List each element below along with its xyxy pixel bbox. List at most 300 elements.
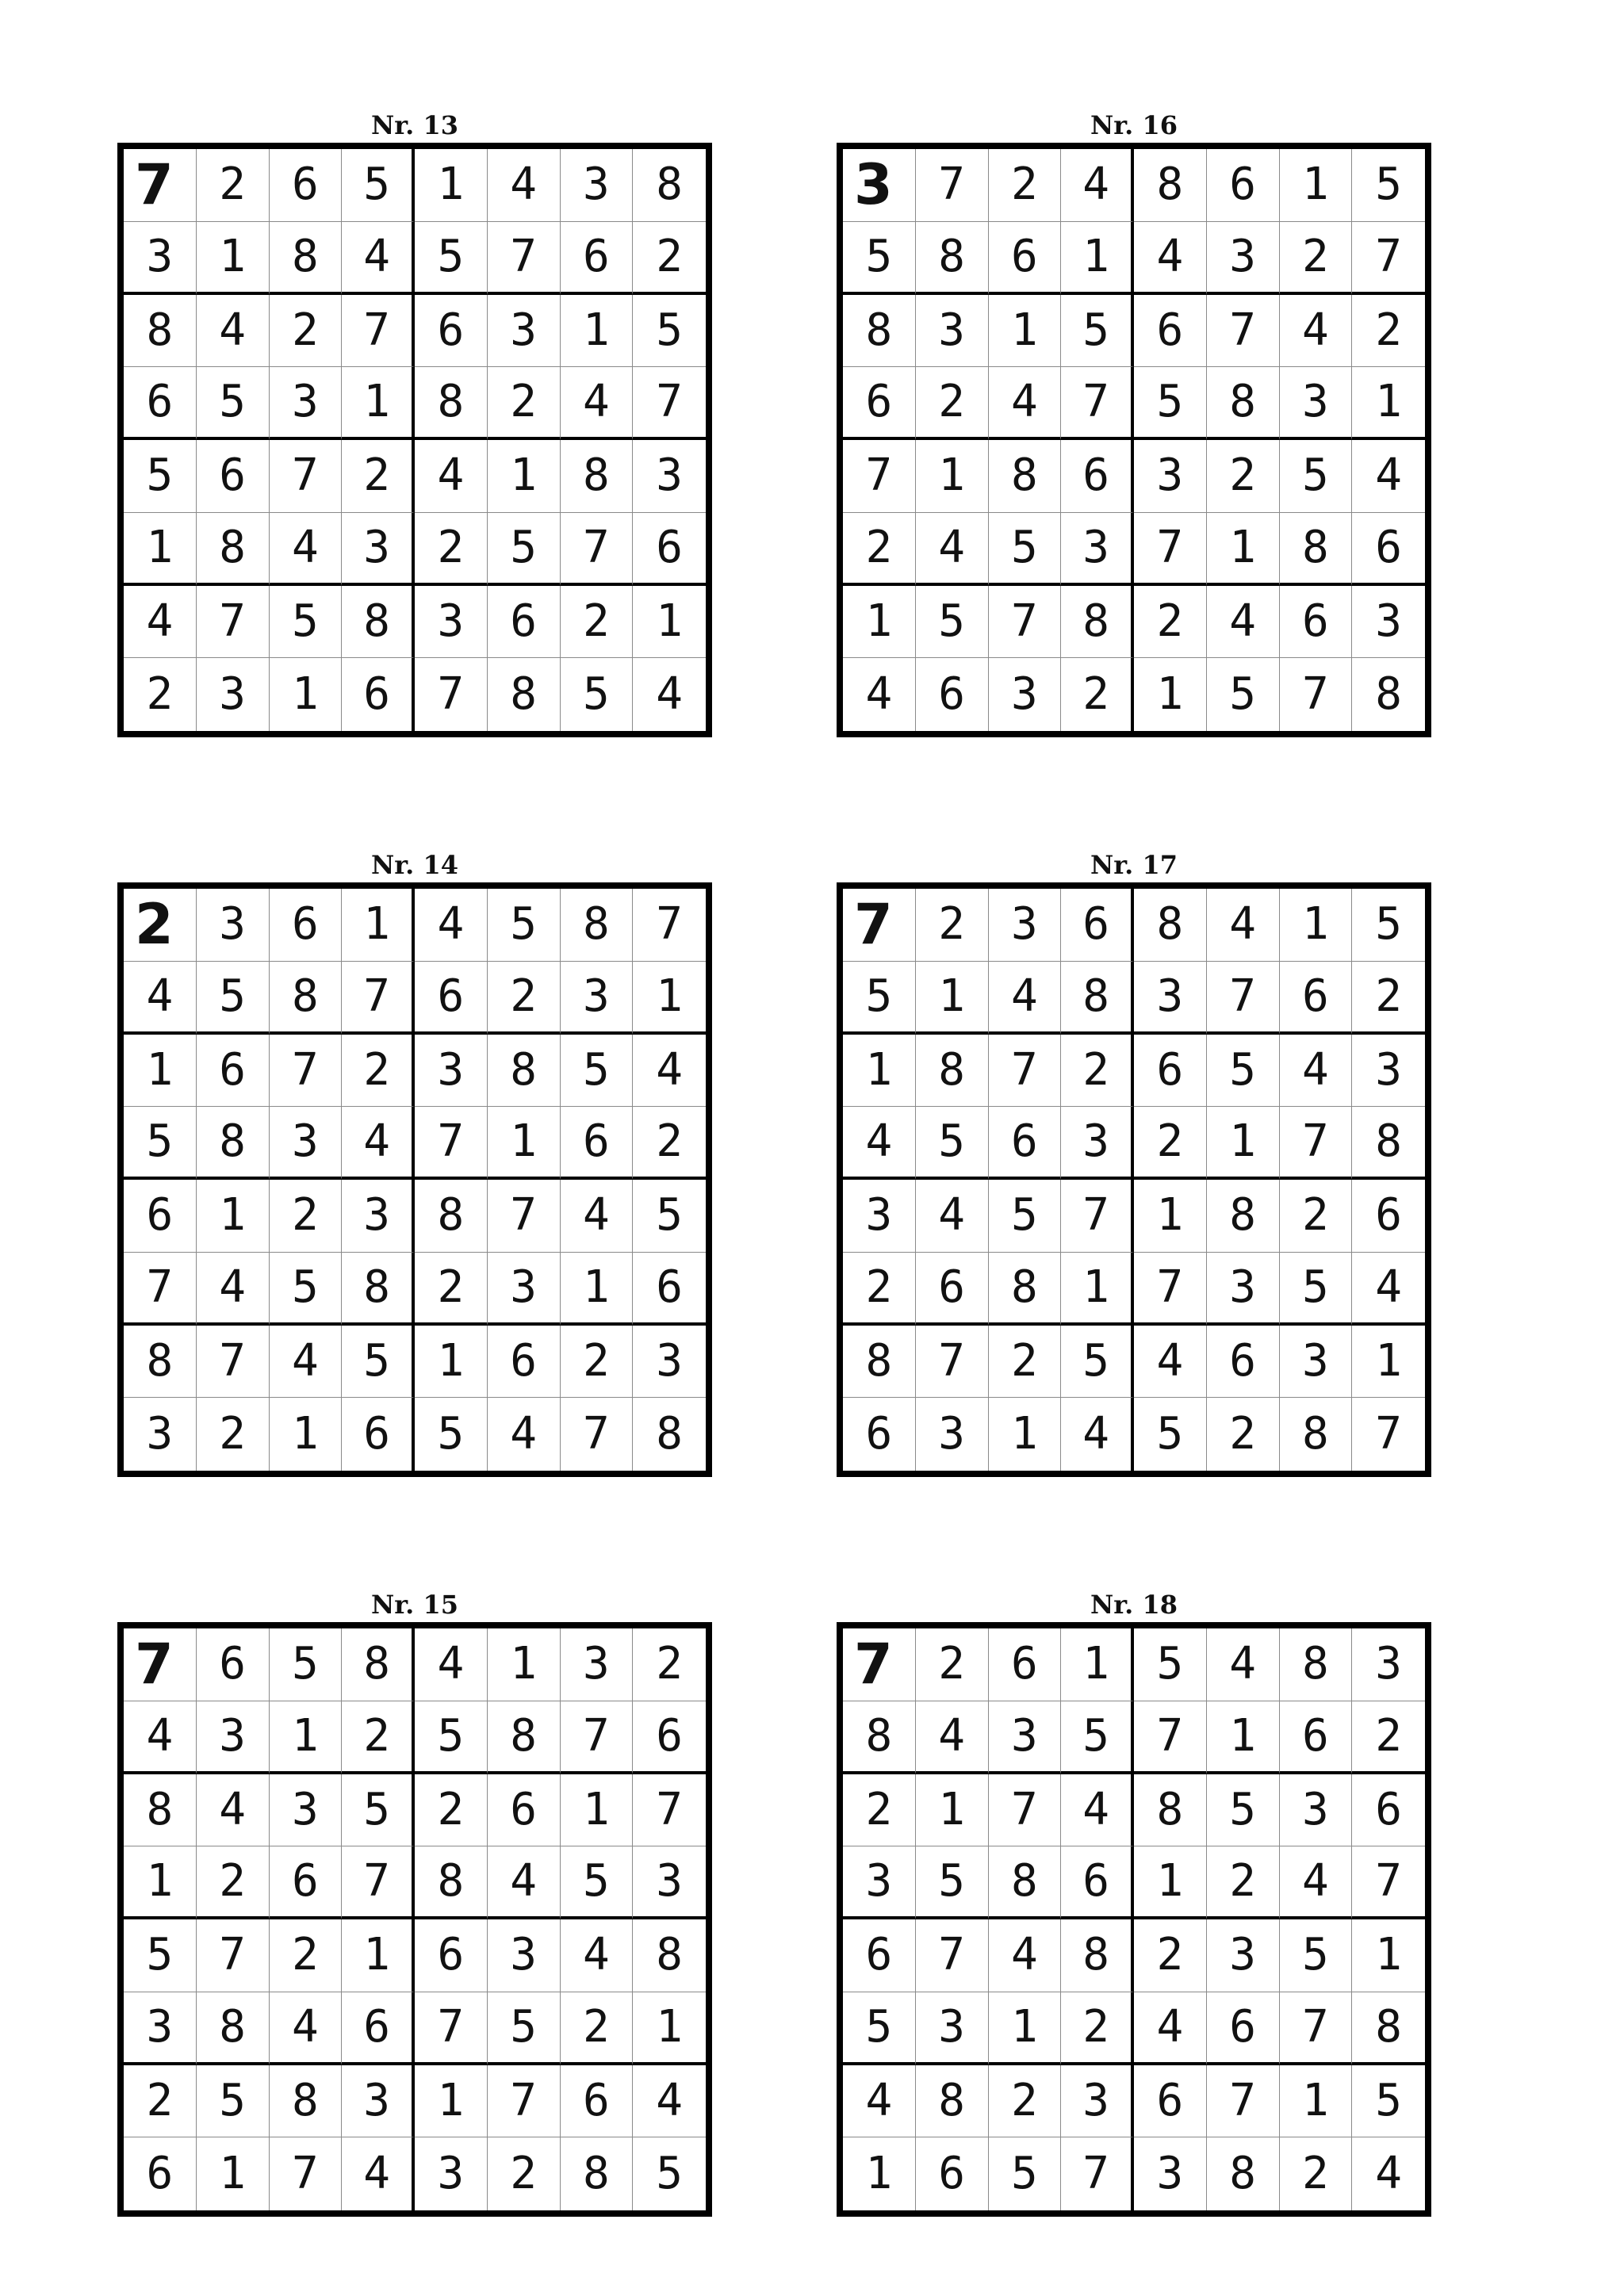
grid-cell: 6 bbox=[270, 149, 343, 222]
grid-cell: 7 bbox=[989, 1035, 1062, 1108]
grid-cell: 1 bbox=[270, 1701, 343, 1774]
puzzle-title: Nr. 13 bbox=[371, 110, 458, 140]
grid-cell: 7 bbox=[270, 2137, 343, 2210]
grid-cell: 8 bbox=[1207, 1180, 1280, 1253]
grid-cell: 7 bbox=[633, 889, 706, 962]
grid-cell: 8 bbox=[561, 440, 634, 513]
grid-cell: 3 bbox=[916, 1992, 989, 2065]
grid-cell: 3 bbox=[1207, 1919, 1280, 1992]
grid-cell: 8 bbox=[561, 2137, 634, 2210]
grid-cell: 3 bbox=[124, 1992, 197, 2065]
grid-cell: 4 bbox=[1207, 889, 1280, 962]
grid-cell: 2 bbox=[488, 2137, 561, 2210]
grid-cell: 3 bbox=[843, 149, 916, 222]
grid-cell: 1 bbox=[415, 149, 488, 222]
grid-cell: 2 bbox=[197, 149, 270, 222]
grid-cell: 1 bbox=[989, 1992, 1062, 2065]
grid-cell: 6 bbox=[1134, 1035, 1207, 1108]
grid-cell: 3 bbox=[843, 1180, 916, 1253]
grid-cell: 8 bbox=[1207, 2137, 1280, 2210]
grid-cell: 5 bbox=[342, 1326, 415, 1399]
grid-cell: 1 bbox=[1207, 1107, 1280, 1180]
grid-cell: 2 bbox=[989, 149, 1062, 222]
grid-cell: 5 bbox=[415, 1398, 488, 1471]
puzzle-title: Nr. 16 bbox=[1090, 110, 1178, 140]
grid-cell: 2 bbox=[270, 295, 343, 368]
grid-cell: 2 bbox=[415, 1253, 488, 1326]
grid-cell: 7 bbox=[916, 1326, 989, 1399]
grid-cell: 3 bbox=[1061, 2065, 1134, 2138]
grid-cell: 8 bbox=[989, 440, 1062, 513]
grid-cell: 6 bbox=[1061, 889, 1134, 962]
grid-cell: 4 bbox=[1280, 295, 1353, 368]
grid-cell: 2 bbox=[1061, 658, 1134, 731]
grid-cell: 8 bbox=[1134, 889, 1207, 962]
grid-cell: 2 bbox=[633, 1628, 706, 1701]
puzzle-title: Nr. 14 bbox=[371, 850, 458, 880]
grid-cell: 4 bbox=[843, 1107, 916, 1180]
grid-cell: 4 bbox=[1280, 1035, 1353, 1108]
grid-cell: 5 bbox=[1352, 149, 1425, 222]
grid-cell: 2 bbox=[633, 1107, 706, 1180]
grid-cell: 6 bbox=[916, 2137, 989, 2210]
grid-cell: 4 bbox=[989, 367, 1062, 440]
grid-cell: 7 bbox=[1207, 962, 1280, 1035]
grid-cell: 3 bbox=[1134, 440, 1207, 513]
grid-cell: 1 bbox=[1280, 149, 1353, 222]
grid-cell: 7 bbox=[1061, 367, 1134, 440]
grid-cell: 4 bbox=[989, 1919, 1062, 1992]
grid-cell: 7 bbox=[1134, 513, 1207, 586]
grid-cell: 4 bbox=[1134, 222, 1207, 295]
grid-cell: 3 bbox=[124, 222, 197, 295]
grid-cell: 8 bbox=[989, 1846, 1062, 1919]
grid-cell: 2 bbox=[561, 1326, 634, 1399]
grid-cell: 6 bbox=[916, 1253, 989, 1326]
grid-cell: 2 bbox=[488, 367, 561, 440]
grid-cell: 2 bbox=[561, 1992, 634, 2065]
grid-cell: 7 bbox=[633, 1774, 706, 1847]
grid-cell: 5 bbox=[488, 889, 561, 962]
grid-cell: 7 bbox=[124, 1628, 197, 1701]
grid-cell: 1 bbox=[1134, 1180, 1207, 1253]
grid-cell: 7 bbox=[270, 440, 343, 513]
grid-cell: 6 bbox=[843, 1398, 916, 1471]
grid-cell: 4 bbox=[843, 2065, 916, 2138]
grid-cell: 6 bbox=[197, 440, 270, 513]
grid-cell: 1 bbox=[270, 658, 343, 731]
grid-cell: 8 bbox=[843, 1326, 916, 1399]
grid-cell: 6 bbox=[1207, 149, 1280, 222]
grid-cell: 7 bbox=[1207, 2065, 1280, 2138]
grid-cell: 5 bbox=[989, 513, 1062, 586]
grid-cell: 5 bbox=[633, 1180, 706, 1253]
grid-cell: 3 bbox=[1207, 1253, 1280, 1326]
grid-cell: 7 bbox=[989, 1774, 1062, 1847]
grid-cell: 7 bbox=[989, 586, 1062, 659]
grid-cell: 7 bbox=[124, 1253, 197, 1326]
grid-cell: 1 bbox=[1061, 1628, 1134, 1701]
grid-cell: 4 bbox=[488, 1846, 561, 1919]
grid-cell: 4 bbox=[1280, 1846, 1353, 1919]
grid-cell: 5 bbox=[342, 1774, 415, 1847]
grid-cell: 2 bbox=[342, 1035, 415, 1108]
puzzle-nr-16 bbox=[837, 110, 1431, 737]
grid-cell: 6 bbox=[989, 1628, 1062, 1701]
grid-cell: 6 bbox=[989, 222, 1062, 295]
grid-cell: 7 bbox=[561, 513, 634, 586]
grid-cell: 5 bbox=[916, 1846, 989, 1919]
grid-cell: 3 bbox=[989, 1701, 1062, 1774]
sudoku-grid bbox=[837, 1622, 1431, 2217]
grid-cell: 3 bbox=[561, 149, 634, 222]
grid-cell: 1 bbox=[488, 1628, 561, 1701]
grid-cell: 1 bbox=[1134, 1846, 1207, 1919]
grid-cell: 1 bbox=[1207, 513, 1280, 586]
grid-cell: 4 bbox=[1352, 1253, 1425, 1326]
grid-cell: 1 bbox=[342, 367, 415, 440]
grid-cell: 3 bbox=[561, 1628, 634, 1701]
grid-cell: 1 bbox=[1280, 2065, 1353, 2138]
grid-cell: 6 bbox=[1352, 1774, 1425, 1847]
grid-cell: 6 bbox=[124, 367, 197, 440]
grid-cell: 6 bbox=[124, 2137, 197, 2210]
grid-cell: 5 bbox=[1207, 1035, 1280, 1108]
grid-cell: 4 bbox=[270, 1326, 343, 1399]
grid-cell: 4 bbox=[415, 440, 488, 513]
grid-cell: 7 bbox=[342, 295, 415, 368]
grid-cell: 6 bbox=[843, 1919, 916, 1992]
grid-cell: 6 bbox=[342, 658, 415, 731]
grid-cell: 7 bbox=[197, 586, 270, 659]
grid-cell: 8 bbox=[1352, 1107, 1425, 1180]
grid-cell: 1 bbox=[124, 513, 197, 586]
puzzle-title: Nr. 15 bbox=[371, 1590, 458, 1620]
grid-cell: 7 bbox=[270, 1035, 343, 1108]
grid-cell: 8 bbox=[1352, 1992, 1425, 2065]
grid-cell: 2 bbox=[1207, 1846, 1280, 1919]
grid-cell: 2 bbox=[916, 1628, 989, 1701]
grid-cell: 3 bbox=[197, 658, 270, 731]
grid-cell: 1 bbox=[843, 586, 916, 659]
grid-cell: 2 bbox=[1134, 586, 1207, 659]
grid-cell: 6 bbox=[561, 222, 634, 295]
grid-cell: 3 bbox=[1352, 1628, 1425, 1701]
grid-cell: 1 bbox=[1134, 658, 1207, 731]
puzzle-nr-15 bbox=[117, 1590, 712, 2217]
grid-cell: 2 bbox=[1207, 1398, 1280, 1471]
grid-cell: 5 bbox=[1280, 1253, 1353, 1326]
grid-cell: 2 bbox=[989, 1326, 1062, 1399]
grid-cell: 5 bbox=[989, 2137, 1062, 2210]
grid-cell: 7 bbox=[124, 149, 197, 222]
grid-cell: 3 bbox=[488, 1253, 561, 1326]
grid-cell: 5 bbox=[916, 1107, 989, 1180]
grid-cell: 4 bbox=[124, 586, 197, 659]
grid-cell: 8 bbox=[1207, 367, 1280, 440]
grid-cell: 8 bbox=[1280, 513, 1353, 586]
grid-cell: 5 bbox=[197, 962, 270, 1035]
grid-cell: 7 bbox=[415, 1107, 488, 1180]
grid-cell: 1 bbox=[989, 1398, 1062, 1471]
grid-cell: 1 bbox=[633, 586, 706, 659]
grid-cell: 3 bbox=[1352, 1035, 1425, 1108]
grid-cell: 4 bbox=[488, 1398, 561, 1471]
sudoku-grid bbox=[837, 143, 1431, 737]
grid-cell: 6 bbox=[1280, 962, 1353, 1035]
grid-cell: 5 bbox=[916, 586, 989, 659]
grid-cell: 1 bbox=[342, 1919, 415, 1992]
grid-cell: 5 bbox=[561, 1846, 634, 1919]
grid-cell: 1 bbox=[989, 295, 1062, 368]
grid-cell: 7 bbox=[1280, 1992, 1353, 2065]
grid-cell: 3 bbox=[843, 1846, 916, 1919]
grid-cell: 7 bbox=[488, 2065, 561, 2138]
grid-cell: 3 bbox=[197, 889, 270, 962]
grid-cell: 8 bbox=[270, 222, 343, 295]
grid-cell: 1 bbox=[561, 295, 634, 368]
grid-cell: 1 bbox=[342, 889, 415, 962]
grid-cell: 6 bbox=[843, 367, 916, 440]
grid-cell: 4 bbox=[197, 295, 270, 368]
grid-cell: 8 bbox=[342, 1253, 415, 1326]
grid-cell: 4 bbox=[561, 367, 634, 440]
grid-cell: 5 bbox=[1134, 1628, 1207, 1701]
grid-cell: 4 bbox=[1061, 1398, 1134, 1471]
grid-cell: 7 bbox=[843, 889, 916, 962]
grid-cell: 8 bbox=[415, 367, 488, 440]
grid-cell: 1 bbox=[916, 440, 989, 513]
grid-cell: 5 bbox=[270, 586, 343, 659]
grid-cell: 3 bbox=[916, 1398, 989, 1471]
grid-cell: 6 bbox=[270, 1846, 343, 1919]
grid-cell: 5 bbox=[124, 1919, 197, 1992]
grid-cell: 5 bbox=[415, 222, 488, 295]
grid-cell: 6 bbox=[488, 586, 561, 659]
grid-cell: 3 bbox=[1280, 367, 1353, 440]
grid-cell: 7 bbox=[1134, 1701, 1207, 1774]
grid-cell: 8 bbox=[916, 2065, 989, 2138]
grid-cell: 5 bbox=[342, 149, 415, 222]
grid-cell: 6 bbox=[488, 1774, 561, 1847]
grid-cell: 4 bbox=[656, 668, 683, 721]
grid-cell: 7 bbox=[342, 962, 415, 1035]
grid-cell: 6 bbox=[1352, 513, 1425, 586]
grid-cell: 6 bbox=[1134, 295, 1207, 368]
grid-cell: 8 bbox=[342, 1628, 415, 1701]
grid-cell: 8 bbox=[197, 513, 270, 586]
grid-cell: 1 bbox=[1352, 1326, 1425, 1399]
grid-cell: 4 bbox=[124, 1701, 197, 1774]
grid-cell: 2 bbox=[1280, 1180, 1353, 1253]
grid-cell: 6 bbox=[561, 1107, 634, 1180]
grid-cell: 4 bbox=[1375, 2148, 1402, 2200]
grid-cell: 7 bbox=[1375, 1408, 1402, 1460]
grid-cell: 4 bbox=[342, 222, 415, 295]
grid-cell: 2 bbox=[1280, 222, 1353, 295]
grid-cell: 8 bbox=[633, 149, 706, 222]
grid-cell: 7 bbox=[916, 149, 989, 222]
grid-cell: 4 bbox=[843, 658, 916, 731]
grid-cell: 2 bbox=[415, 1774, 488, 1847]
grid-cell: 4 bbox=[916, 1701, 989, 1774]
grid-cell: 4 bbox=[633, 2065, 706, 2138]
grid-cell: 6 bbox=[1061, 440, 1134, 513]
grid-cell: 5 bbox=[1134, 1398, 1207, 1471]
grid-cell: 6 bbox=[1207, 1326, 1280, 1399]
grid-cell: 2 bbox=[843, 1253, 916, 1326]
grid-cell: 8 bbox=[342, 586, 415, 659]
grid-cell: 8 bbox=[488, 1701, 561, 1774]
grid-cell: 8 bbox=[843, 1701, 916, 1774]
grid-cell: 8 bbox=[124, 295, 197, 368]
grid-cell: 4 bbox=[415, 889, 488, 962]
grid-cell: 4 bbox=[270, 1992, 343, 2065]
grid-cell: 7 bbox=[1352, 1846, 1425, 1919]
grid-cell: 6 bbox=[342, 1398, 415, 1471]
grid-cell: 1 bbox=[415, 2065, 488, 2138]
grid-cell: 4 bbox=[1207, 586, 1280, 659]
grid-cell: 3 bbox=[342, 2065, 415, 2138]
grid-cell: 6 bbox=[415, 295, 488, 368]
grid-cell: 5 bbox=[989, 1180, 1062, 1253]
grid-cell: 3 bbox=[342, 1180, 415, 1253]
grid-cell: 4 bbox=[1134, 1326, 1207, 1399]
grid-cell: 5 bbox=[1061, 1701, 1134, 1774]
grid-cell: 2 bbox=[124, 2065, 197, 2138]
grid-cell: 5 bbox=[656, 2148, 683, 2200]
grid-cell: 3 bbox=[124, 1398, 197, 1471]
grid-cell: 4 bbox=[916, 1180, 989, 1253]
grid-cell: 4 bbox=[561, 1919, 634, 1992]
grid-cell: 1 bbox=[561, 1774, 634, 1847]
grid-cell: 3 bbox=[1207, 222, 1280, 295]
grid-cell: 5 bbox=[561, 1035, 634, 1108]
grid-cell: 2 bbox=[633, 222, 706, 295]
grid-cell: 3 bbox=[342, 513, 415, 586]
grid-cell: 6 bbox=[197, 1035, 270, 1108]
grid-cell: 2 bbox=[197, 1846, 270, 1919]
grid-cell: 5 bbox=[1280, 440, 1353, 513]
grid-cell: 5 bbox=[843, 962, 916, 1035]
grid-cell: 4 bbox=[124, 962, 197, 1035]
grid-cell: 5 bbox=[270, 1628, 343, 1701]
grid-cell: 3 bbox=[633, 1326, 706, 1399]
grid-cell: 3 bbox=[270, 1774, 343, 1847]
grid-cell: 5 bbox=[124, 440, 197, 513]
grid-cell: 7 bbox=[488, 1180, 561, 1253]
grid-cell: 5 bbox=[1207, 1774, 1280, 1847]
grid-cell: 7 bbox=[561, 1701, 634, 1774]
grid-cell: 3 bbox=[916, 295, 989, 368]
grid-cell: 1 bbox=[197, 2137, 270, 2210]
grid-cell: 2 bbox=[843, 513, 916, 586]
grid-cell: 3 bbox=[561, 962, 634, 1035]
grid-cell: 2 bbox=[843, 1774, 916, 1847]
grid-cell: 8 bbox=[124, 1326, 197, 1399]
grid-cell: 8 bbox=[270, 962, 343, 1035]
grid-cell: 7 bbox=[197, 1326, 270, 1399]
grid-cell: 5 bbox=[1061, 295, 1134, 368]
grid-cell: 6 bbox=[197, 1628, 270, 1701]
grid-cell: 5 bbox=[488, 1992, 561, 2065]
grid-cell: 8 bbox=[633, 1919, 706, 1992]
grid-cell: 3 bbox=[989, 889, 1062, 962]
grid-cell: 3 bbox=[633, 440, 706, 513]
grid-cell: 8 bbox=[916, 222, 989, 295]
grid-cell: 2 bbox=[124, 658, 197, 731]
grid-cell: 8 bbox=[1280, 1398, 1353, 1471]
grid-cell: 7 bbox=[197, 1919, 270, 1992]
grid-cell: 6 bbox=[633, 1701, 706, 1774]
grid-cell: 1 bbox=[1352, 367, 1425, 440]
grid-cell: 8 bbox=[270, 2065, 343, 2138]
grid-cell: 4 bbox=[1134, 1992, 1207, 2065]
grid-cell: 1 bbox=[124, 1846, 197, 1919]
sudoku-grid bbox=[117, 882, 712, 1477]
grid-cell: 1 bbox=[1352, 1919, 1425, 1992]
grid-cell: 3 bbox=[415, 2137, 488, 2210]
grid-cell: 5 bbox=[1134, 367, 1207, 440]
grid-cell: 5 bbox=[415, 1701, 488, 1774]
grid-cell: 4 bbox=[916, 513, 989, 586]
grid-cell: 7 bbox=[415, 1992, 488, 2065]
grid-cell: 3 bbox=[1134, 962, 1207, 1035]
grid-cell: 1 bbox=[488, 1107, 561, 1180]
grid-cell: 4 bbox=[415, 1628, 488, 1701]
grid-cell: 3 bbox=[488, 295, 561, 368]
grid-cell: 6 bbox=[916, 658, 989, 731]
grid-cell: 3 bbox=[415, 586, 488, 659]
grid-cell: 7 bbox=[916, 1919, 989, 1992]
grid-cell: 5 bbox=[197, 2065, 270, 2138]
grid-cell: 7 bbox=[561, 1398, 634, 1471]
puzzle-nr-18 bbox=[837, 1590, 1431, 2217]
grid-cell: 1 bbox=[916, 1774, 989, 1847]
grid-cell: 5 bbox=[197, 367, 270, 440]
grid-cell: 7 bbox=[1280, 1107, 1353, 1180]
grid-cell: 5 bbox=[561, 658, 634, 731]
grid-cell: 6 bbox=[561, 2065, 634, 2138]
grid-cell: 2 bbox=[270, 1180, 343, 1253]
grid-cell: 8 bbox=[1134, 1774, 1207, 1847]
grid-cell: 2 bbox=[270, 1919, 343, 1992]
grid-cell: 2 bbox=[1134, 1107, 1207, 1180]
grid-cell: 2 bbox=[488, 962, 561, 1035]
grid-cell: 6 bbox=[1207, 1992, 1280, 2065]
grid-cell: 2 bbox=[197, 1398, 270, 1471]
grid-cell: 1 bbox=[1280, 889, 1353, 962]
grid-cell: 2 bbox=[342, 440, 415, 513]
grid-cell: 7 bbox=[633, 367, 706, 440]
grid-cell: 7 bbox=[488, 222, 561, 295]
grid-cell: 3 bbox=[1280, 1326, 1353, 1399]
grid-cell: 5 bbox=[1280, 1919, 1353, 1992]
grid-cell: 7 bbox=[1280, 658, 1353, 731]
grid-cell: 7 bbox=[342, 1846, 415, 1919]
grid-cell: 3 bbox=[989, 658, 1062, 731]
grid-cell: 4 bbox=[561, 1180, 634, 1253]
grid-cell: 6 bbox=[488, 1326, 561, 1399]
grid-cell: 8 bbox=[197, 1992, 270, 2065]
grid-cell: 1 bbox=[916, 962, 989, 1035]
grid-cell: 6 bbox=[1061, 1846, 1134, 1919]
grid-cell: 6 bbox=[270, 889, 343, 962]
grid-cell: 4 bbox=[1061, 1774, 1134, 1847]
grid-cell: 3 bbox=[1352, 586, 1425, 659]
sudoku-grid bbox=[117, 143, 712, 737]
grid-cell: 6 bbox=[1280, 586, 1353, 659]
